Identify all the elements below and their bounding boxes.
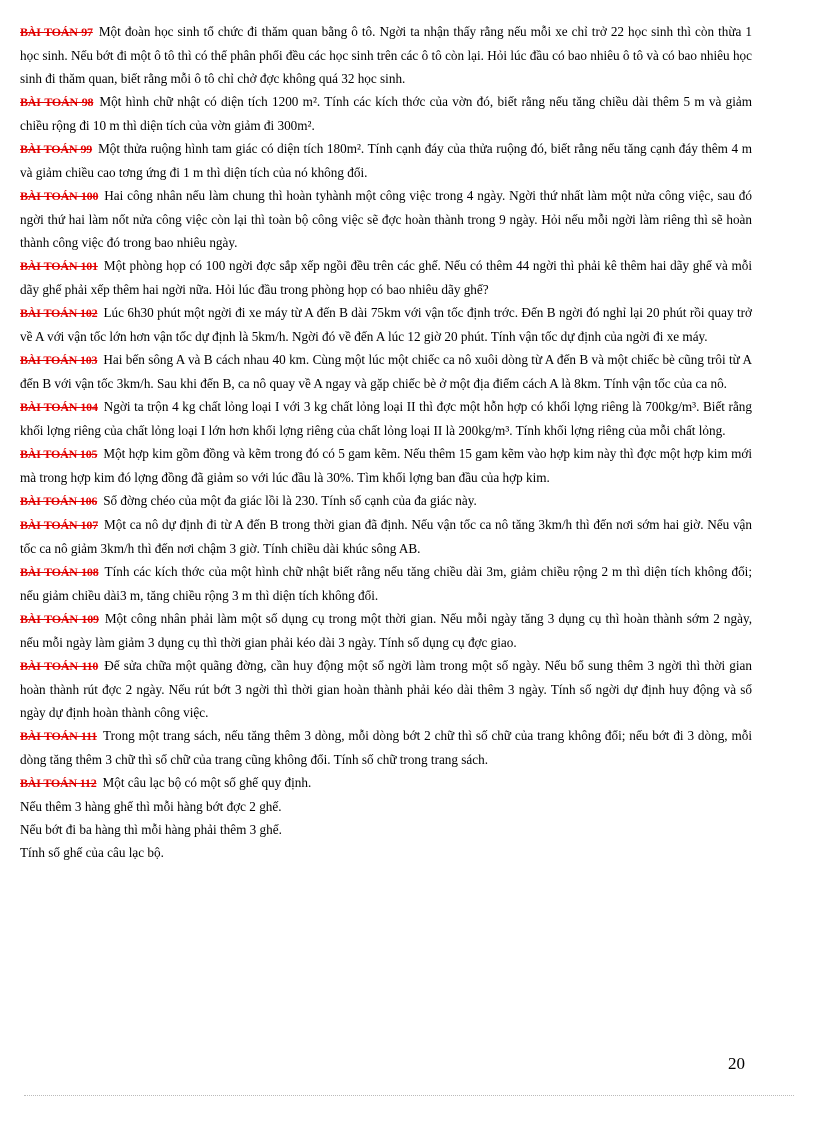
problem-label: BÀI TOÁN 109 bbox=[20, 612, 99, 626]
problem-text: Tính các kích thớc của một hình chữ nhật biết rằng nếu tăng chiều dài 3m, giảm chiều rộng 2 m thì diện tích không đổi; nếu giảm chiều dài3 m, tăng chiều rộng 3 m thì diện tích không đổi. bbox=[20, 564, 752, 603]
problem-106 bbox=[20, 489, 752, 513]
problem-112 bbox=[20, 771, 752, 795]
problem-102 bbox=[20, 301, 752, 348]
problem-text: Một ca nô dự định đi từ A đến B trong thời gian đã định. Nếu vận tốc ca nô tăng 3km/h thì đến nơi sớm hai giờ. Nếu vận tốc ca nô giảm 3km/h thì đến nơi chậm 3 giờ. Tính chiều dài khúc sông AB. bbox=[20, 517, 752, 556]
problem-label: BÀI TOÁN 110 bbox=[20, 659, 99, 673]
problem-112-line: Tính số ghế của câu lạc bộ. bbox=[20, 845, 164, 860]
problem-label: BÀI TOÁN 107 bbox=[20, 518, 99, 532]
problem-107 bbox=[20, 513, 752, 560]
problem-111 bbox=[20, 724, 752, 771]
problem-110 bbox=[20, 654, 752, 724]
problem-label: BÀI TOÁN 106 bbox=[20, 494, 98, 508]
page-number: 20 bbox=[728, 1054, 745, 1073]
problem-98 bbox=[20, 90, 752, 137]
problem-label: BÀI TOÁN 112 bbox=[20, 776, 97, 790]
problem-text: Một phòng họp có 100 ngời đợc sắp xếp ngồi đều trên các ghế. Nếu có thêm 44 ngời thì phải kê thêm hai dãy ghế và mỗi dãy ghế phải xếp thêm hai ngời nữa. Hỏi lúc đầu trong phòng họp có bao nhiêu dãy ghế? bbox=[20, 258, 753, 297]
problem-99 bbox=[20, 137, 752, 184]
problem-105 bbox=[20, 442, 752, 489]
problem-text: Một hình chữ nhật có diện tích 1200 m². Tính các kích thớc của vờn đó, biết rằng nếu tăng chiều dài thêm 5 m và giảm chiều rộng đi 10 m thì diện tích của vờn giảm đi 300m². bbox=[20, 94, 752, 133]
problem-text: Trong một trang sách, nếu tăng thêm 3 dòng, mỗi dòng bớt 2 chữ thì số chữ của trang không đổi; nếu bớt đi 3 dòng, mỗi dòng tăng thêm 3 chữ thì số chữ của trang cũng không đổi. Tính số chữ trong trang sách. bbox=[20, 728, 752, 767]
problem-text: Hai bến sông A và B cách nhau 40 km. Cùng một lúc một chiếc ca nô xuôi dòng từ A đến B và một chiếc bè cũng trôi từ A đến B với vận tốc 3km/h. Sau khi đến B, ca nô quay về A ngay và gặp chiếc bè ở một địa điểm cách A là 8km. Tính vận tốc của ca nô. bbox=[20, 352, 752, 391]
problem-112-line: Nếu bớt đi ba hàng thì mỗi hàng phải thêm 3 ghế. bbox=[20, 822, 282, 837]
problem-label: BÀI TOÁN 108 bbox=[20, 565, 99, 579]
problem-text: Một đoàn học sinh tổ chức đi thăm quan bằng ô tô. Ngời ta nhận thấy rằng nếu mỗi xe chỉ trở 22 học sinh thì còn thừa 1 học sinh. Nếu bớt đi một ô tô thì có thể phân phối đều các học sinh trên các ô tô còn lại. Hỏi lúc đầu có bao nhiêu ô tô và có bao nhiêu học sinh đi thăm quan, biết rằng mỗi ô tô chỉ chở đợc không quá 32 học sinh. bbox=[20, 24, 752, 86]
problem-label: BÀI TOÁN 104 bbox=[20, 400, 98, 414]
document-body bbox=[20, 20, 752, 864]
problem-text: Để sửa chữa một quãng đờng, cần huy động một số ngời làm trong một số ngày. Nếu bổ sung thêm 3 ngời thì thời gian hoàn thành rút đợc 2 ngày. Nếu rút bớt 3 ngời thì thời gian hoàn thành phải kéo dài thêm 3 ngày. Tính số ngời dự định huy động và số ngày dự định hoàn thành công việc. bbox=[20, 658, 752, 720]
problem-108 bbox=[20, 560, 752, 607]
problem-label: BÀI TOÁN 105 bbox=[20, 447, 98, 461]
problem-97 bbox=[20, 20, 752, 90]
problem-label: BÀI TOÁN 103 bbox=[20, 353, 98, 367]
problem-label: BÀI TOÁN 111 bbox=[20, 729, 98, 743]
problem-text: Một công nhân phải làm một số dụng cụ trong một thời gian. Nếu mỗi ngày tăng 3 dụng cụ thì hoàn thành sớm 2 ngày, nếu mỗi ngày làm giảm 3 dụng cụ thì thời gian phải kéo dài 3 ngày. Tính số dụng cụ đợc giao. bbox=[20, 611, 752, 650]
problem-103 bbox=[20, 348, 752, 395]
problem-text: Hai công nhân nếu làm chung thì hoàn tyhành một công việc trong 4 ngày. Ngời thứ nhất làm một nửa công việc, sau đó ngời thứ hai làm nốt nửa công việc còn lại thì toàn bộ công việc sẽ đợc hoàn thành trong 9 ngày. Hỏi nếu mỗi ngời làm riêng thì sẽ hoàn thành công việc đó trong bao nhiêu ngày. bbox=[20, 188, 752, 250]
problem-101 bbox=[20, 254, 752, 301]
problem-text: Số đờng chéo của một đa giác lồi là 230. Tính số cạnh của đa giác này. bbox=[103, 493, 477, 508]
problem-label: BÀI TOÁN 100 bbox=[20, 189, 99, 203]
problem-100 bbox=[20, 184, 752, 254]
problem-text: Ngời ta trộn 4 kg chất lỏng loại I với 3 kg chất lỏng loại II thì đợc một hỗn hợp có khối lợng riêng là 700kg/m³. Biết rằng khối lợng riêng của chất lỏng loại I lớn hơn khối lợng riêng của chất lỏng loại II là 200kg/m³. Tính khối lợng riêng của mỗi chất lỏng. bbox=[20, 399, 752, 438]
problem-label: BÀI TOÁN 99 bbox=[20, 142, 93, 156]
problem-text: Một thửa ruộng hình tam giác có diện tích 180m². Tính cạnh đáy của thửa ruộng đó, biết rằng nếu tăng cạnh đáy thêm 4 m và giảm chiều cao tơng ứng đi 1 m thì diện tích của nó không đổi. bbox=[20, 141, 752, 180]
problem-text: Lúc 6h30 phút một ngời đi xe máy từ A đến B dài 75km với vận tốc định trớc. Đến B ngời đó nghỉ lại 20 phút rồi quay trở về A với vận tốc lớn hơn vận tốc dự định là 5km/h. Ngời đó về đến A lúc 12 giờ 20 phút. Tính vận tốc dự định của ngời đi xe máy. bbox=[20, 305, 752, 344]
problem-label: BÀI TOÁN 102 bbox=[20, 306, 98, 320]
footer-divider bbox=[24, 1095, 794, 1096]
problem-112-line: Nếu thêm 3 hàng ghế thì mỗi hàng bớt đợc 2 ghế. bbox=[20, 799, 282, 814]
problem-label: BÀI TOÁN 97 bbox=[20, 25, 93, 39]
problem-text: Một câu lạc bộ có một số ghế quy định. bbox=[102, 775, 312, 790]
problem-104 bbox=[20, 395, 752, 442]
problem-109 bbox=[20, 607, 752, 654]
problem-label: BÀI TOÁN 101 bbox=[20, 259, 98, 273]
problem-label: BÀI TOÁN 98 bbox=[20, 95, 94, 109]
problem-text: Một hợp kim gồm đồng và kẽm trong đó có 5 gam kẽm. Nếu thêm 15 gam kẽm vào hợp kim này thì đợc một hợp kim mới mà trong hợp kim đó lợng đồng đã giảm so với lúc đầu là 30%. Tìm khối lợng ban đầu của hợp kim. bbox=[20, 446, 752, 485]
